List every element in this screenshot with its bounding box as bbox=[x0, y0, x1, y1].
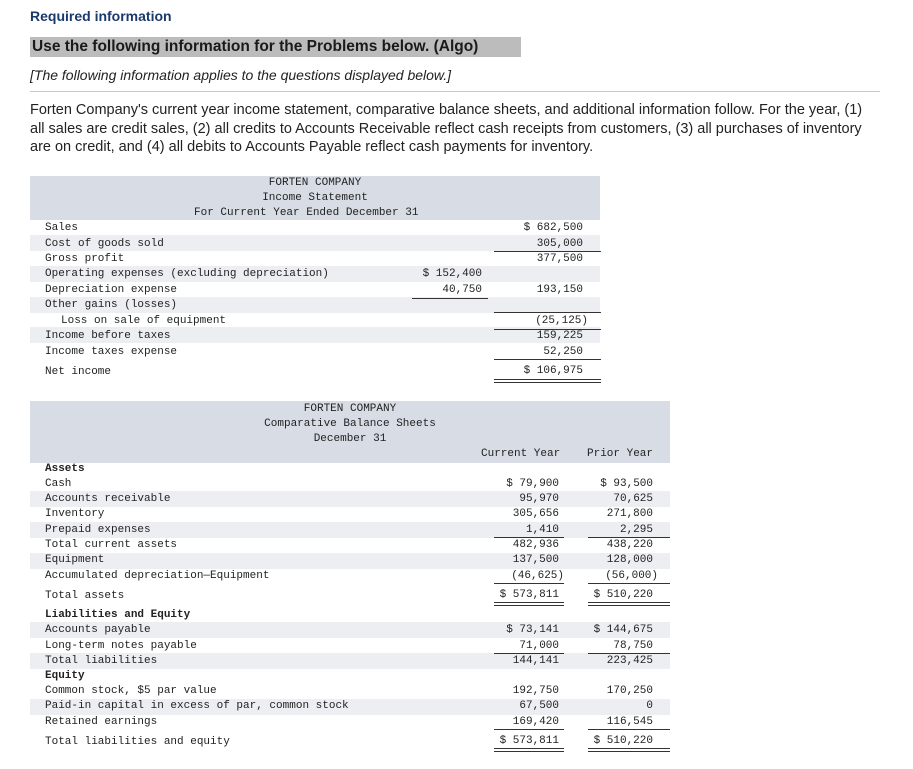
is-row-label: Income before taxes bbox=[45, 330, 171, 342]
bs-current-value: (46,625) bbox=[511, 570, 564, 582]
bs-row-label: Accounts receivable bbox=[45, 493, 171, 505]
double-underline bbox=[494, 379, 601, 383]
bs-row-label: Total assets bbox=[45, 590, 125, 602]
bs-row-label: Common stock, $5 par value bbox=[45, 685, 217, 697]
double-underline bbox=[494, 748, 564, 752]
underline bbox=[494, 653, 564, 654]
instruction-heading: Use the following information for the Problems below. (Algo) bbox=[32, 38, 479, 55]
bs-total-le-prior: $ 510,220 bbox=[593, 735, 653, 747]
is-row-total: 193,150 bbox=[536, 284, 583, 296]
double-underline bbox=[588, 748, 670, 752]
underline bbox=[494, 312, 601, 313]
is-row-label: Operating expenses (excluding depreciation) bbox=[45, 268, 329, 280]
double-underline bbox=[494, 602, 564, 606]
bs-date: December 31 bbox=[313, 433, 387, 445]
bs-current-value: $ 79,900 bbox=[506, 478, 559, 490]
bs-row-label: Total liabilities and equity bbox=[45, 736, 230, 748]
bs-current-value: 67,500 bbox=[519, 700, 559, 712]
is-row-label: Sales bbox=[45, 222, 79, 234]
bs-prior-value: 2,295 bbox=[619, 524, 653, 536]
is-row-label: Income taxes expense bbox=[45, 346, 178, 358]
bs-prior-value: 70,625 bbox=[613, 493, 653, 505]
bs-section-heading: Assets bbox=[45, 463, 85, 475]
bs-row-label: Long-term notes payable bbox=[45, 640, 197, 652]
bs-total-assets-prior: $ 510,220 bbox=[593, 589, 653, 601]
bs-current-value: 1,410 bbox=[525, 524, 559, 536]
bs-row-label: Accumulated depreciation—Equipment bbox=[45, 570, 270, 582]
is-row-label: Other gains (losses) bbox=[45, 299, 178, 311]
col-header-current-year: Current Year bbox=[481, 448, 561, 460]
bs-section-heading: Liabilities and Equity bbox=[45, 609, 191, 621]
is-row-total: 377,500 bbox=[536, 253, 583, 265]
bs-prior-value: $ 144,675 bbox=[593, 624, 653, 636]
is-row-total: 305,000 bbox=[536, 238, 583, 250]
bs-total-assets-current: $ 573,811 bbox=[499, 589, 559, 601]
bs-prior-value: 116,545 bbox=[606, 716, 653, 728]
bs-row-label: Total liabilities bbox=[45, 655, 158, 667]
bs-current-value: 137,500 bbox=[512, 554, 559, 566]
bs-company-name: FORTEN COMPANY bbox=[303, 403, 397, 415]
bs-prior-value: 0 bbox=[646, 700, 653, 712]
is-row-total: $ 682,500 bbox=[523, 222, 583, 234]
bs-current-value: 305,656 bbox=[512, 508, 559, 520]
bs-prior-value: (56,000) bbox=[605, 570, 658, 582]
bs-row-label: Retained earnings bbox=[45, 716, 158, 728]
bs-prior-value: 223,425 bbox=[606, 655, 653, 667]
bs-current-value: 169,420 bbox=[512, 716, 559, 728]
bs-prior-value: 438,220 bbox=[606, 539, 653, 551]
is-company-name: FORTEN COMPANY bbox=[268, 177, 362, 189]
is-row-total: 159,225 bbox=[536, 330, 583, 342]
bs-current-value: 144,141 bbox=[512, 655, 559, 667]
is-row-amount: 40,750 bbox=[442, 284, 482, 296]
is-period: For Current Year Ended December 31 bbox=[194, 207, 419, 219]
bs-row-label: Inventory bbox=[45, 508, 105, 520]
bs-row-label: Total current assets bbox=[45, 539, 178, 551]
double-underline bbox=[588, 602, 670, 606]
divider bbox=[30, 91, 880, 92]
is-row-label: Net income bbox=[45, 366, 112, 378]
is-row-label: Loss on sale of equipment bbox=[61, 315, 227, 327]
bs-statement-title: Comparative Balance Sheets bbox=[264, 418, 436, 430]
bs-row-label: Accounts payable bbox=[45, 624, 151, 636]
underline bbox=[494, 583, 564, 584]
underline bbox=[494, 329, 601, 330]
applies-note: [The following information applies to the questions displayed below.] bbox=[30, 67, 452, 83]
is-row-label: Depreciation expense bbox=[45, 284, 178, 296]
bs-current-value: 482,936 bbox=[512, 539, 559, 551]
underline bbox=[588, 583, 670, 584]
intro-paragraph: Forten Company's current year income statement, comparative balance sheets, and additional information follow. For the year, (1) all sales are credit sales, (2) all credits to Accounts Receivable reflect cash receipts from customers, (3) all purchases of inventory are on credit, and (4) all debits to Accounts Payable reflect cash payments for inventory. bbox=[30, 102, 863, 155]
bs-current-value: 192,750 bbox=[512, 685, 559, 697]
bs-row-label: Paid-in capital in excess of par, common stock bbox=[45, 700, 349, 712]
is-row-amount: $ 152,400 bbox=[422, 268, 482, 280]
is-statement-title: Income Statement bbox=[262, 192, 368, 204]
is-row-label: Cost of goods sold bbox=[45, 238, 164, 250]
required-information-title: Required information bbox=[30, 8, 172, 24]
bs-row-label: Equipment bbox=[45, 554, 105, 566]
col-header-prior-year: Prior Year bbox=[587, 448, 654, 460]
bs-prior-value: 170,250 bbox=[606, 685, 653, 697]
is-row-label: Gross profit bbox=[45, 253, 125, 265]
underline bbox=[588, 537, 670, 538]
underline bbox=[412, 298, 488, 299]
bs-total-le-current: $ 573,811 bbox=[499, 735, 559, 747]
bs-prior-value: $ 93,500 bbox=[600, 478, 653, 490]
underline bbox=[588, 653, 670, 654]
bs-prior-value: 78,750 bbox=[613, 640, 653, 652]
bs-row-label: Cash bbox=[45, 478, 72, 490]
bs-prior-value: 271,800 bbox=[606, 508, 653, 520]
row-band bbox=[30, 553, 670, 569]
bs-current-value: $ 73,141 bbox=[506, 624, 559, 636]
bs-prior-value: 128,000 bbox=[606, 554, 653, 566]
underline bbox=[494, 251, 601, 252]
underline bbox=[588, 729, 670, 730]
underline bbox=[494, 537, 564, 538]
bs-row-label: Prepaid expenses bbox=[45, 524, 151, 536]
underline bbox=[494, 729, 564, 730]
bs-current-value: 71,000 bbox=[519, 640, 559, 652]
bs-current-value: 95,970 bbox=[519, 493, 559, 505]
is-net-income: $ 106,975 bbox=[523, 365, 583, 377]
bs-section-heading: Equity bbox=[45, 670, 85, 682]
is-row-total: 52,250 bbox=[543, 346, 583, 358]
is-row-total: (25,125) bbox=[535, 315, 588, 327]
underline bbox=[494, 359, 601, 360]
